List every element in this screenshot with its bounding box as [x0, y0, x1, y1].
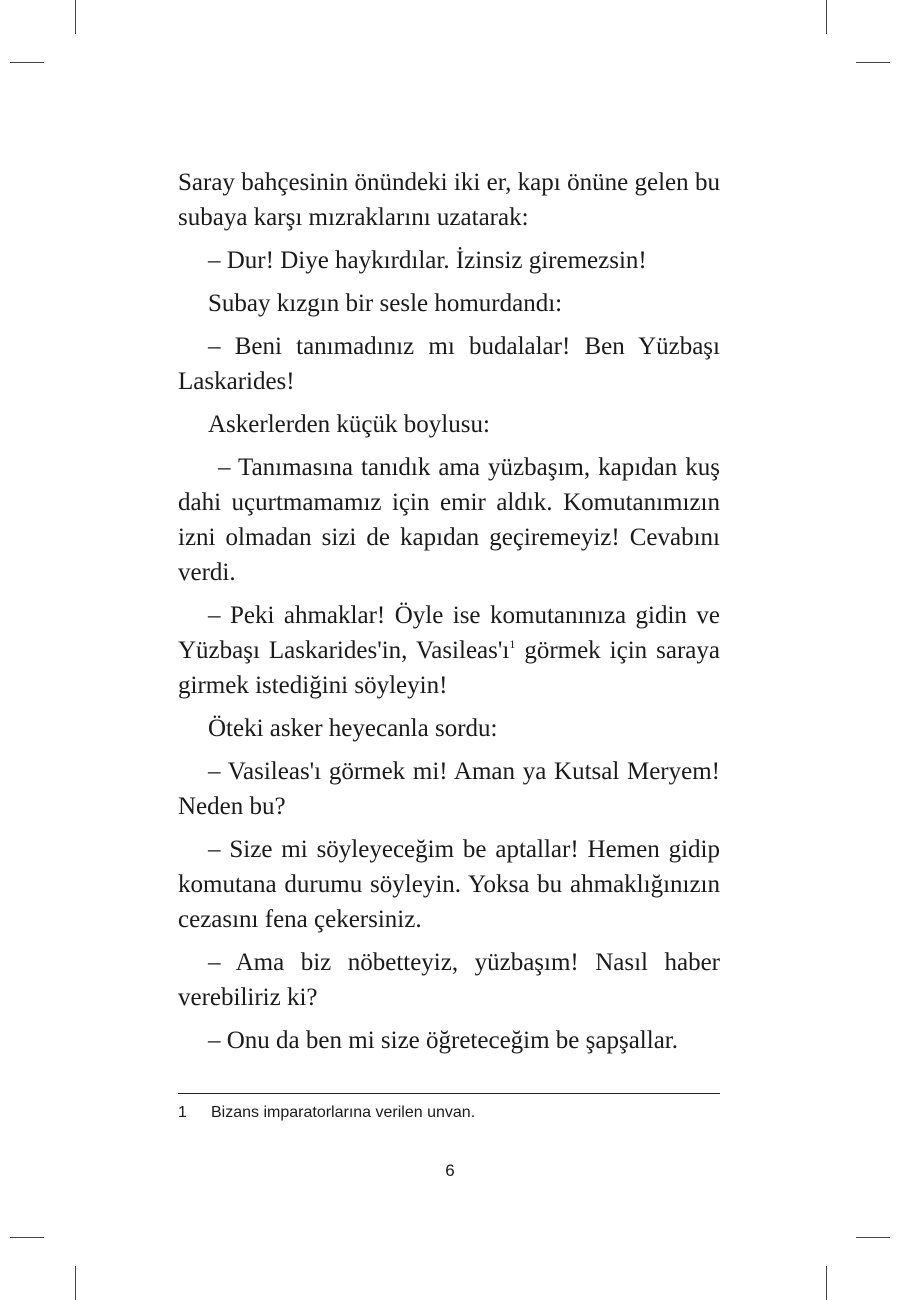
paragraph: – Beni tanımadınız mı budalalar! Ben Yüzbaşı Laskarides! — [178, 333, 720, 395]
body-text — [178, 165, 720, 1066]
paragraph: – Ama biz nöbetteyiz, yüzbaşım! Nasıl haber verebiliriz ki? — [178, 949, 720, 1011]
crop-mark-top-right-vertical — [826, 0, 827, 34]
footnote-divider — [178, 1093, 720, 1094]
paragraph: – Vasileas'ı görmek mi! Aman ya Kutsal Meryem! Neden bu? — [178, 758, 720, 820]
footnote-number: 1 — [178, 1104, 187, 1121]
paragraph: – Onu da ben mi size öğreteceğim be şapşallar. — [208, 1027, 678, 1054]
crop-mark-bottom-left-vertical — [75, 1266, 76, 1300]
footnote-reference: 1 — [509, 637, 516, 651]
paragraph-part: görmek için saraya girmek istediğini söyleyin! — [178, 637, 720, 699]
page-number: 6 — [445, 1161, 455, 1180]
paragraph: – Tanımasına tanıdık ama yüzbaşım, kapıdan kuş dahi uçurtmamamız için emir aldık. Komutanımızın izni olmadan sizi de kapıdan geçiremeyiz! Cevabını verdi. — [178, 454, 720, 586]
crop-mark-top-left-vertical — [75, 0, 76, 34]
crop-mark-top-right-horizontal — [856, 62, 890, 63]
paragraph: Saray bahçesinin önündeki iki er, kapı önüne gelen bu subaya karşı mızraklarını uzatarak: — [178, 169, 720, 231]
paragraph-part: – Peki ahmaklar! Öyle ise komutanınıza gidin ve Yüzbaşı Laskarides'in, Vasileas'ı — [178, 602, 720, 664]
crop-mark-bottom-right-horizontal — [856, 1237, 890, 1238]
crop-mark-bottom-left-horizontal — [10, 1237, 44, 1238]
footnote-text: Bizans imparatorlarına verilen unvan. — [211, 1104, 476, 1121]
crop-mark-bottom-right-vertical — [826, 1266, 827, 1300]
crop-mark-top-left-horizontal — [10, 62, 44, 63]
paragraph-with-footnote — [178, 598, 720, 703]
paragraph: Öteki asker heyecanla sordu: — [208, 715, 498, 742]
paragraph: Askerlerden küçük boylusu: — [208, 411, 490, 438]
paragraph: – Dur! Diye haykırdılar. İzinsiz giremezsin! — [208, 247, 647, 274]
footnote — [178, 1102, 720, 1124]
paragraph: – Size mi söyleyeceğim be aptallar! Hemen gidip komutana durumu söyleyin. Yoksa bu ahmaklığınızın cezasını fena çekersiniz. — [178, 836, 720, 933]
paragraph: Subay kızgın bir sesle homurdandı: — [208, 290, 563, 317]
